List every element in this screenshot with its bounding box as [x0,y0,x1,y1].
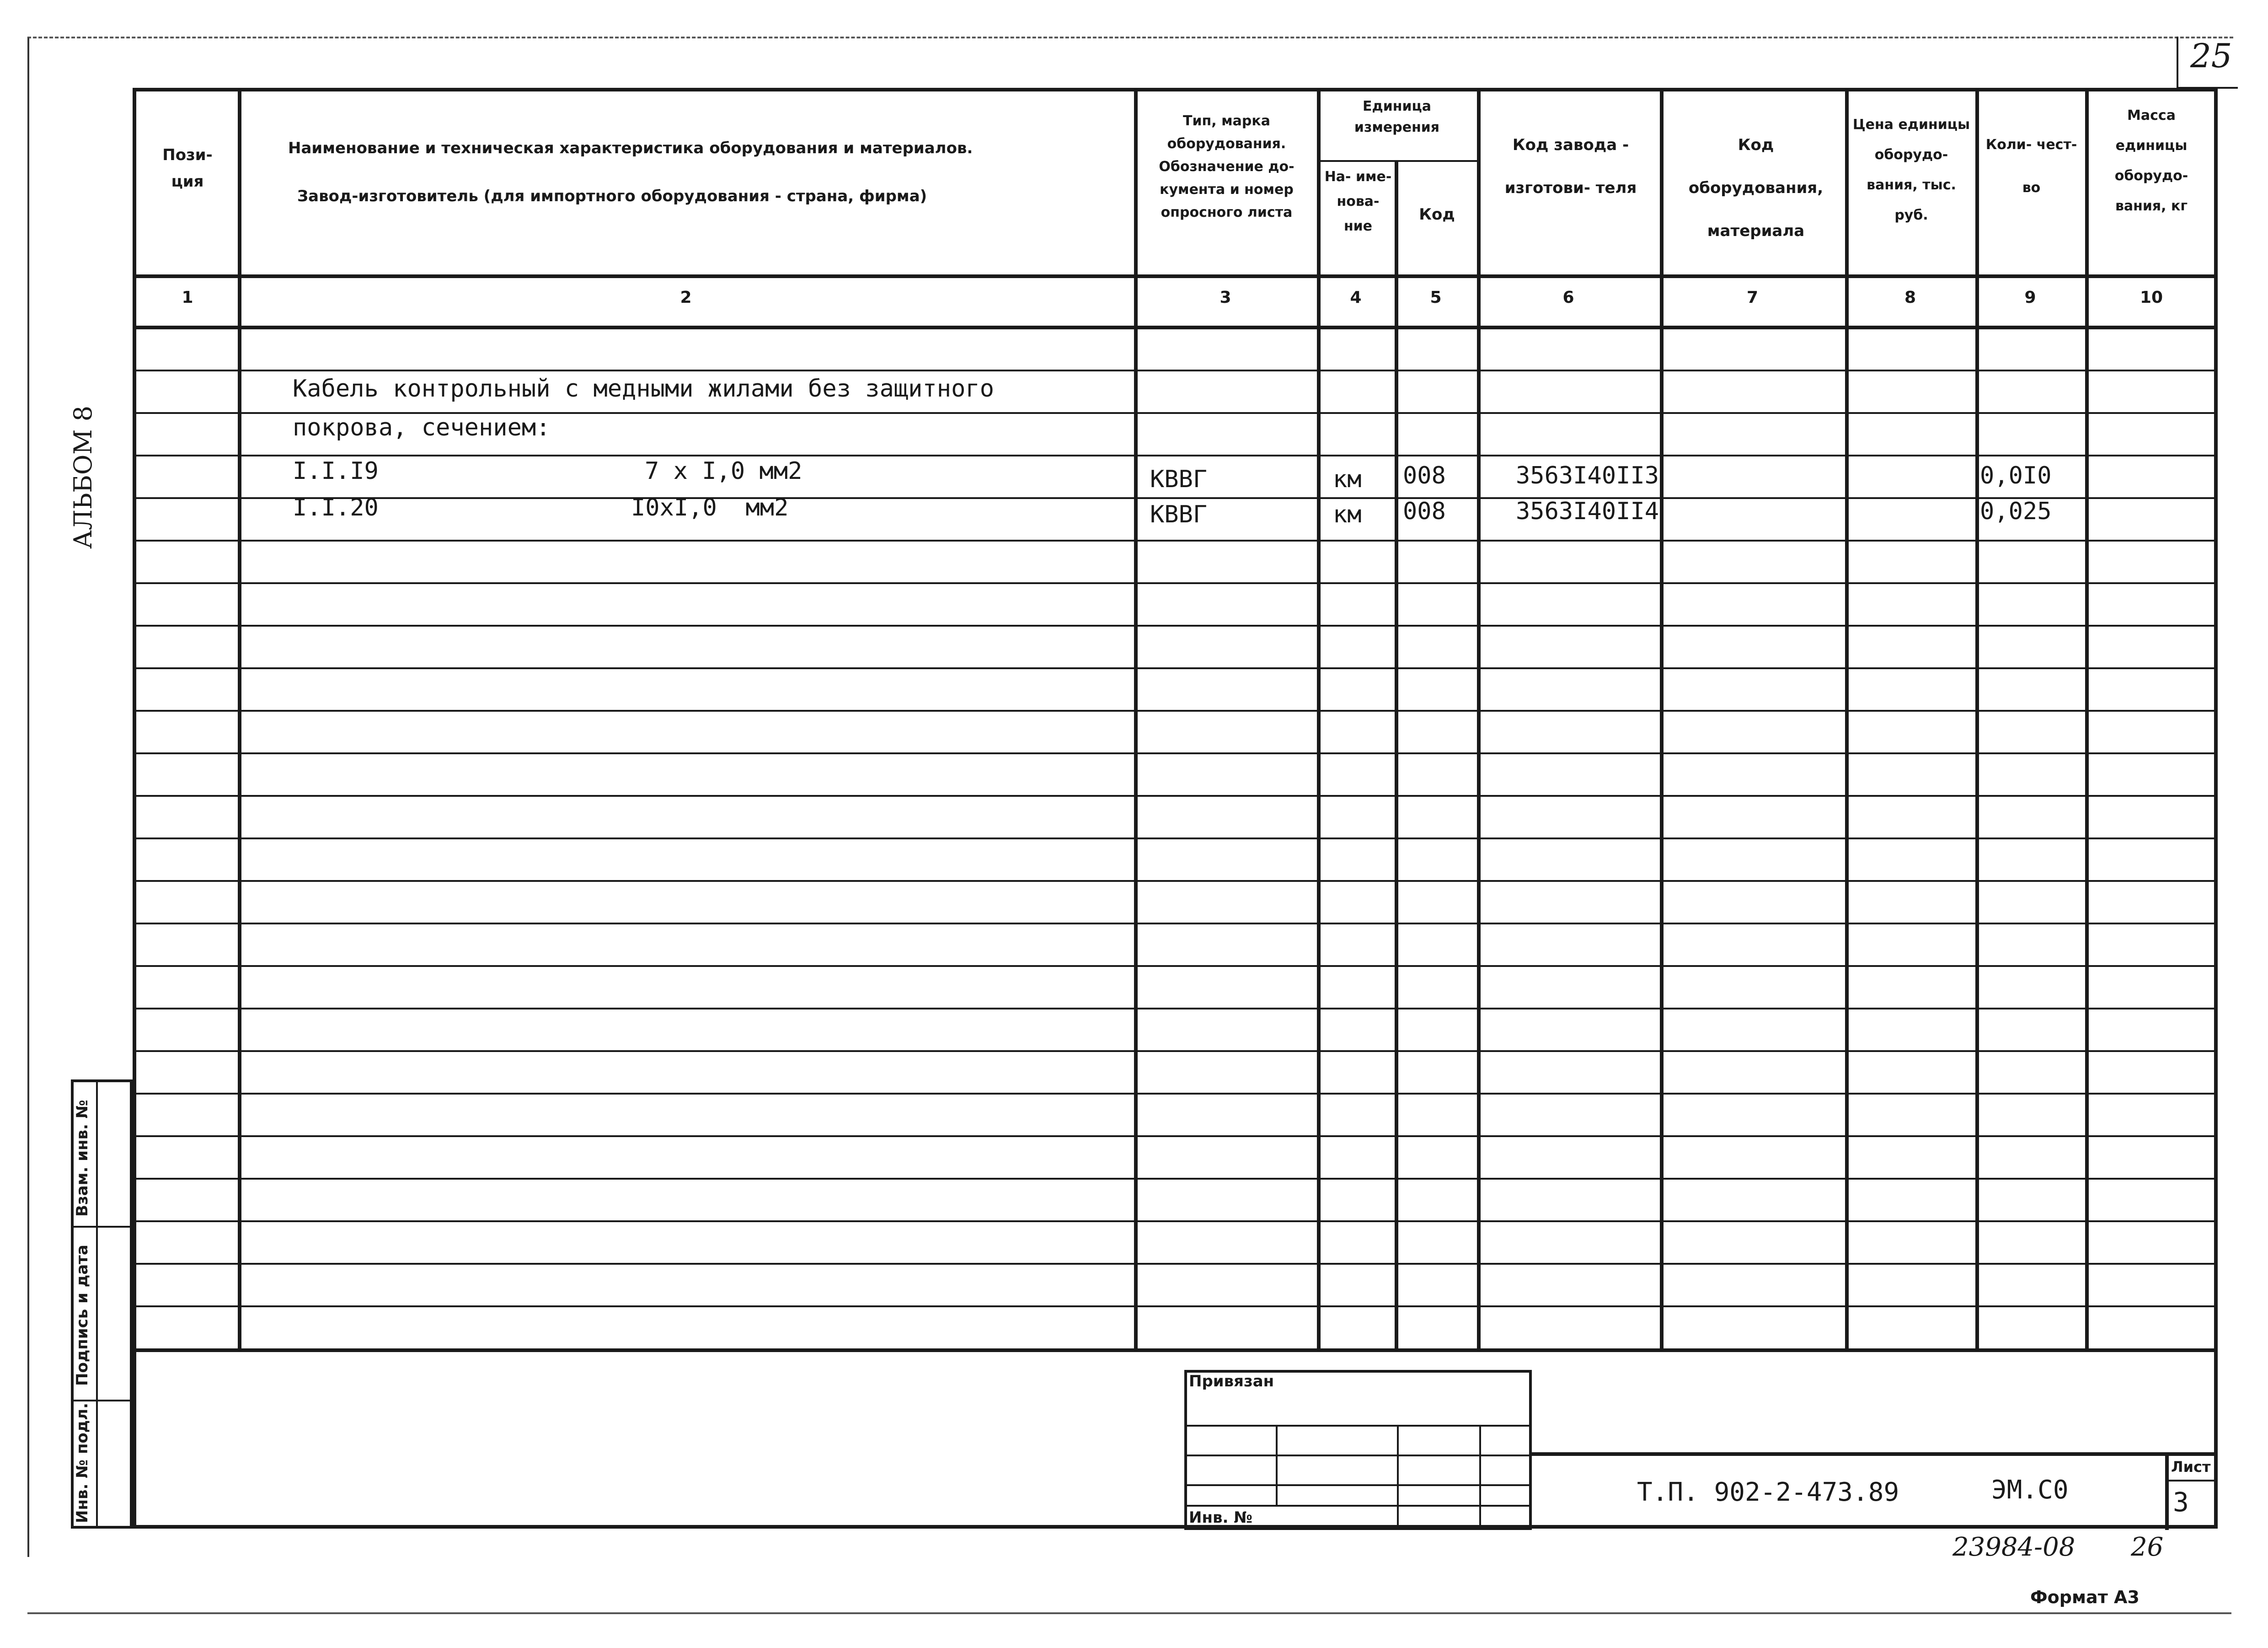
row1-quantity: 0,0I0 [1980,462,2052,489]
header-name-line2: Завод-изготовитель (для импортного оборудования - страна, фирма) [297,187,927,205]
table-row-line [133,965,2218,967]
table-row-line [133,837,2218,839]
row2-quantity: 0,025 [1980,498,2052,525]
column-number-2: 2 [680,288,692,307]
row1-type: КВВГ [1150,466,1208,493]
table-row-line [133,497,2218,499]
sheet-number: 3 [2173,1487,2189,1518]
row2-unit-code: 008 [1403,498,1446,525]
table-row-line [133,1220,2218,1222]
header-position: Пози- ция [162,146,213,191]
sheet-corner-number: 25 [2190,37,2232,75]
table-row-line [133,923,2218,924]
column-number-6: 6 [1562,288,1574,307]
album-label: АЛЬБОМ 8 [69,405,97,549]
table-row-line [133,752,2218,754]
header-mass: Масса единицы оборудо- вания, кг [2114,107,2188,214]
table-row-line [133,1178,2218,1180]
header-quantity: Коли- чест- во [1985,137,2077,196]
header-equipment-code: Код оборудования, материала [1688,136,1824,240]
column-number-8: 8 [1904,288,1916,307]
table-row-line [133,1008,2218,1009]
row1-section: 7 x I,0 мм2 [645,457,802,485]
table-row-line [133,1135,2218,1137]
archive-page: 26 [2131,1532,2164,1562]
bottom-rule [27,1612,2231,1614]
column-number-5: 5 [1430,288,1442,307]
table-row-line [133,370,2218,371]
stamp-original-inv: Инв. № подл. [73,1402,91,1523]
column-number-3: 3 [1220,288,1231,307]
stamp-replace-inv: Взам. инв. № [73,1100,91,1217]
row1-position: I.I.I9 [293,457,379,485]
table-row-line [133,795,2218,797]
table-row-line [133,455,2218,456]
header-factory-code: Код завода - изготови- теля [1504,136,1637,197]
column-number-1: 1 [182,288,193,307]
table-row-line [133,667,2218,669]
sheet-label: Лист [2171,1458,2211,1476]
table-row-line [133,1093,2218,1095]
header-name-line1: Наименование и техническая характеристика оборудования и материалов. [288,139,973,157]
document-code: Т.П. 902-2-473.89 [1637,1477,1899,1507]
table-row-line [133,582,2218,584]
table-row-line [133,1050,2218,1052]
table-row-line [133,540,2218,542]
table-row-line [133,880,2218,882]
column-number-4: 4 [1350,288,1362,307]
header-unit-code: Код [1419,205,1455,224]
item-title-line1: Кабель контрольный с медными жилами без защитного [293,375,995,403]
bound-label: Привязан [1189,1372,1274,1390]
column-number-10: 10 [2140,288,2163,307]
format-label: Формат А3 [2030,1587,2140,1607]
document-mark: ЭМ.С0 [1991,1475,2069,1505]
item-title-line2: покрова, сечением: [293,414,551,441]
row1-unit-code: 008 [1403,462,1446,489]
header-unit-group: Единица измерения [1354,98,1440,135]
header-unit-name: На- име- нова- ние [1324,169,1392,234]
row2-section: I0xI,0 мм2 [631,494,789,521]
header-price: Цена единицы оборудо- вания, тыс. руб. [1852,117,1970,223]
row1-factory-code: 3563I40II3 [1516,462,1659,489]
table-row-line [133,625,2218,627]
column-number-7: 7 [1746,288,1759,307]
row2-factory-code: 3563I40II4 [1516,498,1659,525]
row2-unit: км [1333,501,1362,528]
header-type: Тип, марка оборудования. Обозначение до- кумента и номер опросного листа [1159,113,1294,220]
stamp-signature-date: Подпись и дата [73,1245,91,1386]
column-number-9: 9 [2024,288,2036,307]
archive-number: 23984-08 [1952,1532,2075,1562]
inventory-label: Инв. № [1189,1508,1253,1527]
row2-type: КВВГ [1150,501,1208,528]
table-row-line [133,1263,2218,1265]
row2-position: I.I.20 [293,494,379,521]
table-row-line [133,1305,2218,1307]
row1-unit: км [1333,466,1362,493]
table-row-line [133,710,2218,712]
